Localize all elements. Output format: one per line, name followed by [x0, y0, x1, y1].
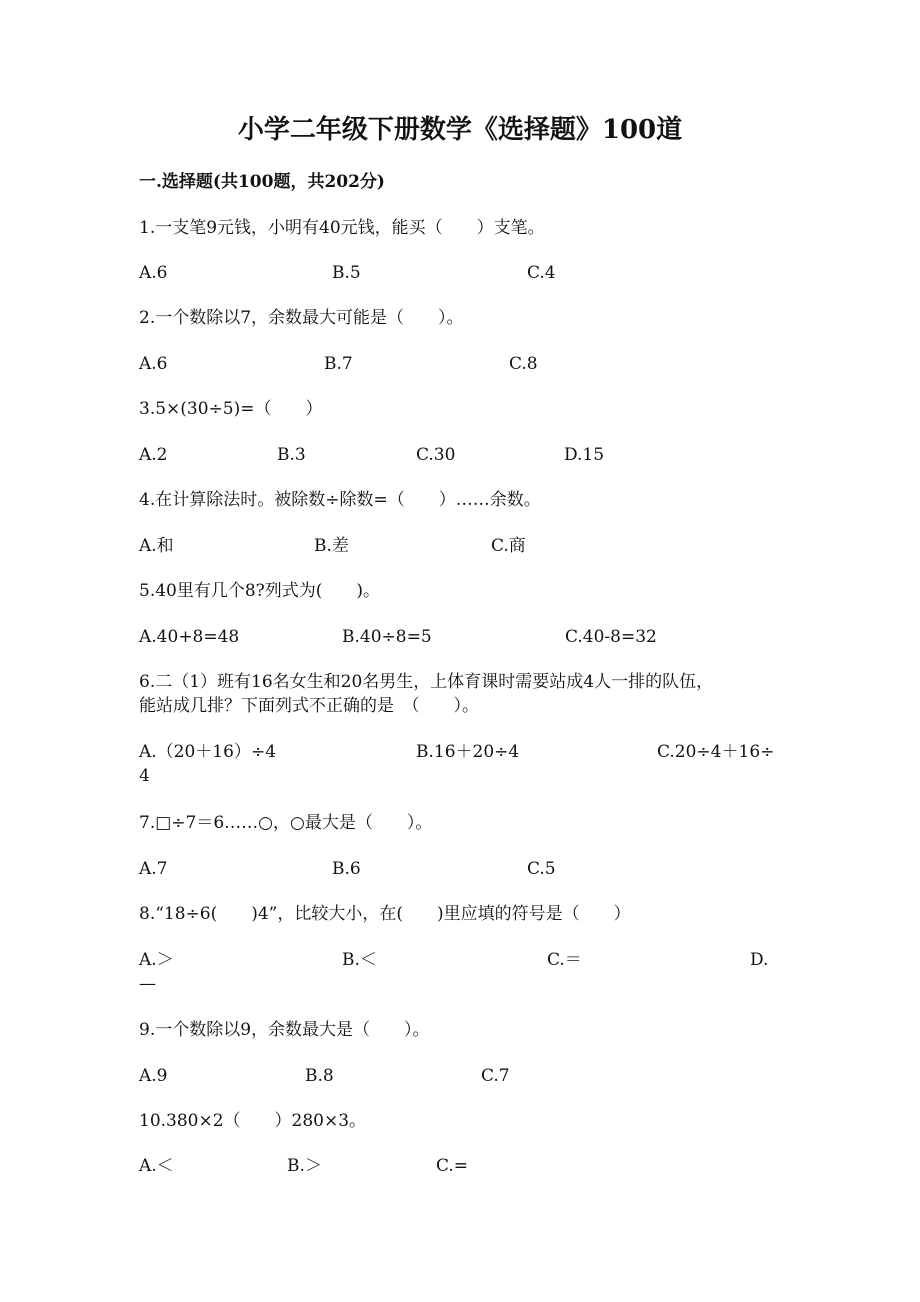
question-stem: 9.一个数除以9，余数最大是（ ）。	[139, 1020, 430, 1040]
question-stem: 1.一支笔9元钱，小明有40元钱，能买（ ）支笔。	[139, 218, 545, 238]
option-c: C.商	[491, 536, 526, 556]
option-b: B.16＋20÷4	[416, 742, 520, 762]
option-a: A.6	[139, 354, 168, 374]
page-title: 小学二年级下册数学《选择题》100道	[237, 115, 683, 145]
option-d: D.15	[564, 445, 605, 465]
option-b: B.40÷8=5	[342, 627, 432, 647]
option-a: A.6	[139, 263, 168, 283]
option-a: A.（20＋16）÷4	[139, 742, 277, 762]
question-stem: 8.“18÷6( )4”，比较大小，在( )里应填的符号是（ ）	[139, 904, 631, 924]
section-heading: 一.选择题(共100题，共202分)	[139, 172, 385, 192]
option-b: B.7	[324, 354, 353, 374]
option-c: C.30	[416, 445, 456, 465]
option-b: B.3	[277, 445, 306, 465]
option-b: B.5	[332, 263, 361, 283]
option-a: A.7	[139, 859, 168, 879]
option-a: A.＜	[139, 1156, 174, 1176]
option-c: C.40-8=32	[565, 627, 657, 647]
option-c: C.8	[509, 354, 538, 374]
option-c: C.20÷4＋16÷4	[139, 742, 775, 786]
option-a: A.40+8=48	[139, 627, 240, 647]
question-stem: 3.5×(30÷5)=（ ）	[139, 399, 323, 419]
option-c: C.7	[481, 1066, 510, 1086]
option-d: D.—	[139, 950, 769, 994]
option-b: B.8	[305, 1066, 334, 1086]
question-stem: 10.380×2（ ）280×3。	[139, 1111, 367, 1131]
option-c: C.5	[527, 859, 556, 879]
option-b: B.差	[314, 536, 349, 556]
option-c: C.4	[527, 263, 556, 283]
question-stem: 7.□÷7＝6……○，○最大是（ ）。	[139, 813, 433, 833]
question-stem: 4.在计算除法时。被除数÷除数=（ ）……余数。	[139, 490, 541, 510]
option-a: A.和	[139, 536, 174, 556]
option-b: B.＜	[342, 950, 377, 970]
option-a: A.＞	[139, 950, 174, 970]
question-stem: 6.二（1）班有16名女生和20名男生，上体育课时需要站成4人一排的队伍，	[139, 672, 714, 692]
option-b: B.6	[332, 859, 361, 879]
option-a: A.2	[139, 445, 168, 465]
question-stem-continued: 能站成几排？下面列式不正确的是 （ ）。	[139, 696, 479, 716]
question-stem: 5.40里有几个8?列式为( )。	[139, 581, 381, 601]
option-c: C.=	[436, 1156, 469, 1176]
question-stem: 2.一个数除以7，余数最大可能是（ ）。	[139, 308, 464, 328]
option-b: B.＞	[287, 1156, 322, 1176]
option-a: A.9	[139, 1066, 168, 1086]
option-c: C.＝	[547, 950, 582, 970]
